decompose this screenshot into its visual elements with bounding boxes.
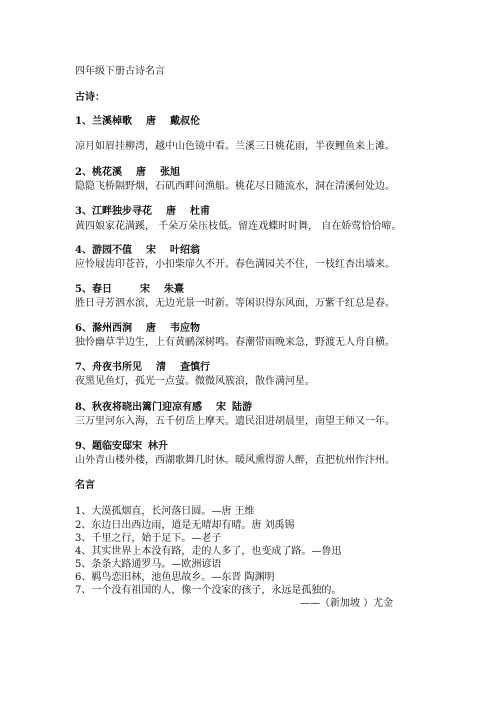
poem-text-9: 山外青山楼外楼，西湖歌舞几时休。暖风熏得游人醉，直把杭州作汴州。 — [75, 455, 395, 466]
quote-attribution: ——（新加坡 ）尤金 — [300, 598, 394, 609]
poem-author: 林升 — [147, 441, 168, 452]
poem-heading-5 — [75, 284, 184, 296]
poem-dynasty: 唐 — [145, 116, 156, 127]
quote-item: 2、东边日出西边雨，道是无晴却有晴。唐 刘禹锡 — [75, 520, 295, 531]
quote-item: 5、条条大路通罗马。—欧洲谚语 — [75, 559, 222, 570]
poem-author: 戴叔伦 — [169, 116, 200, 127]
poem-dynasty: 清 — [155, 362, 166, 373]
quote-item: 7、一个没有祖国的人，像一个没家的孩子，永远是孤独的。 — [75, 585, 342, 596]
poem-text-1: 凉月如眉挂柳湾，越中山色镜中看。兰溪三日桃花雨，半夜鲤鱼来上滩。 — [75, 141, 395, 152]
poem-heading-3 — [75, 206, 210, 218]
section-heading-quotes: 名言 — [75, 480, 95, 491]
poem-author: 叶绍翁 — [169, 245, 200, 256]
quote-item: 4、其实世界上本没有路，走的人多了，也变成了路。—鲁迅 — [75, 546, 342, 557]
poem-heading-4 — [75, 245, 200, 257]
document-title: 四年级下册古诗名言 — [75, 66, 165, 77]
quote-item: 3、千里之行，始于足下。—老子 — [75, 533, 222, 544]
poem-heading-8 — [75, 402, 252, 414]
poem-heading-9 — [75, 441, 168, 453]
poem-title: 2、桃花溪 — [75, 167, 122, 178]
poem-text-4: 应怜屐齿印苍苔，小扣柴扉久不开。春色满园关不住，一枝红杏出墙来。 — [75, 259, 395, 270]
poem-title: 8、秋夜将晓出篱门迎凉有感 — [75, 402, 202, 413]
poem-author: 陆游 — [231, 402, 252, 413]
section-heading-poems: 古诗： — [75, 92, 105, 103]
poem-text-5: 胜日寻芳泗水滨，无边光景一时新。等闲识得东风面，万紫千红总是春。 — [75, 298, 395, 309]
poem-author: 查慎行 — [179, 362, 210, 373]
poem-title: 3、江畔独步寻花 — [75, 206, 152, 217]
poem-author: 韦应物 — [169, 323, 200, 334]
poem-title: 5、春日 — [75, 284, 112, 295]
poem-dynasty: 唐 — [135, 167, 146, 178]
poem-dynasty: 唐 — [165, 206, 176, 217]
poem-author: 朱熹 — [163, 284, 184, 295]
quote-item: 6、羁鸟恋旧林，池鱼思故乡。—东晋 陶渊明 — [75, 572, 275, 583]
poem-dynasty: 宋 — [139, 284, 150, 295]
poem-heading-1 — [75, 116, 200, 128]
poem-title: 7、舟夜书所见 — [75, 362, 142, 373]
poem-text-3: 黄四娘家花满蹊， 千朵万朵压枝低。留连戏蝶时时舞， 自在娇莺恰恰啼。 — [75, 221, 402, 232]
poem-title: 9、题临安邸宋 — [75, 441, 142, 452]
poem-title: 4、游园不值 — [75, 245, 132, 256]
poem-author: 杜甫 — [189, 206, 210, 217]
poem-text-7: 夜黑见鱼灯，孤光一点萤。微微风簇浪，散作满河星。 — [75, 376, 315, 387]
poem-dynasty: 宋 — [145, 245, 156, 256]
poem-heading-7 — [75, 362, 210, 374]
poem-heading-2 — [75, 167, 180, 179]
poem-text-2: 隐隐飞桥隔野烟，石矶西畔问渔船。桃花尽日随流水，洞在清溪何处边。 — [75, 181, 395, 192]
poem-text-6: 独怜幽草半边生，上有黄鹂深树鸣。春潮带雨晚来急，野渡无人舟自横。 — [75, 337, 395, 348]
poem-title: 1、兰溪棹歌 — [75, 116, 132, 127]
poem-heading-6 — [75, 323, 200, 335]
poem-title: 6、滁州西涧 — [75, 323, 132, 334]
poem-dynasty: 唐 — [145, 323, 156, 334]
quote-item: 1、大漠孤烟直，长河落日圆。—唐 王维 — [75, 506, 255, 517]
poem-text-8: 三万里河东入海，五千仞岳上摩天。遗民泪进胡晨里，南望王师又一年。 — [75, 416, 395, 427]
poem-dynasty: 宋 — [215, 402, 226, 413]
poem-author: 张旭 — [159, 167, 180, 178]
